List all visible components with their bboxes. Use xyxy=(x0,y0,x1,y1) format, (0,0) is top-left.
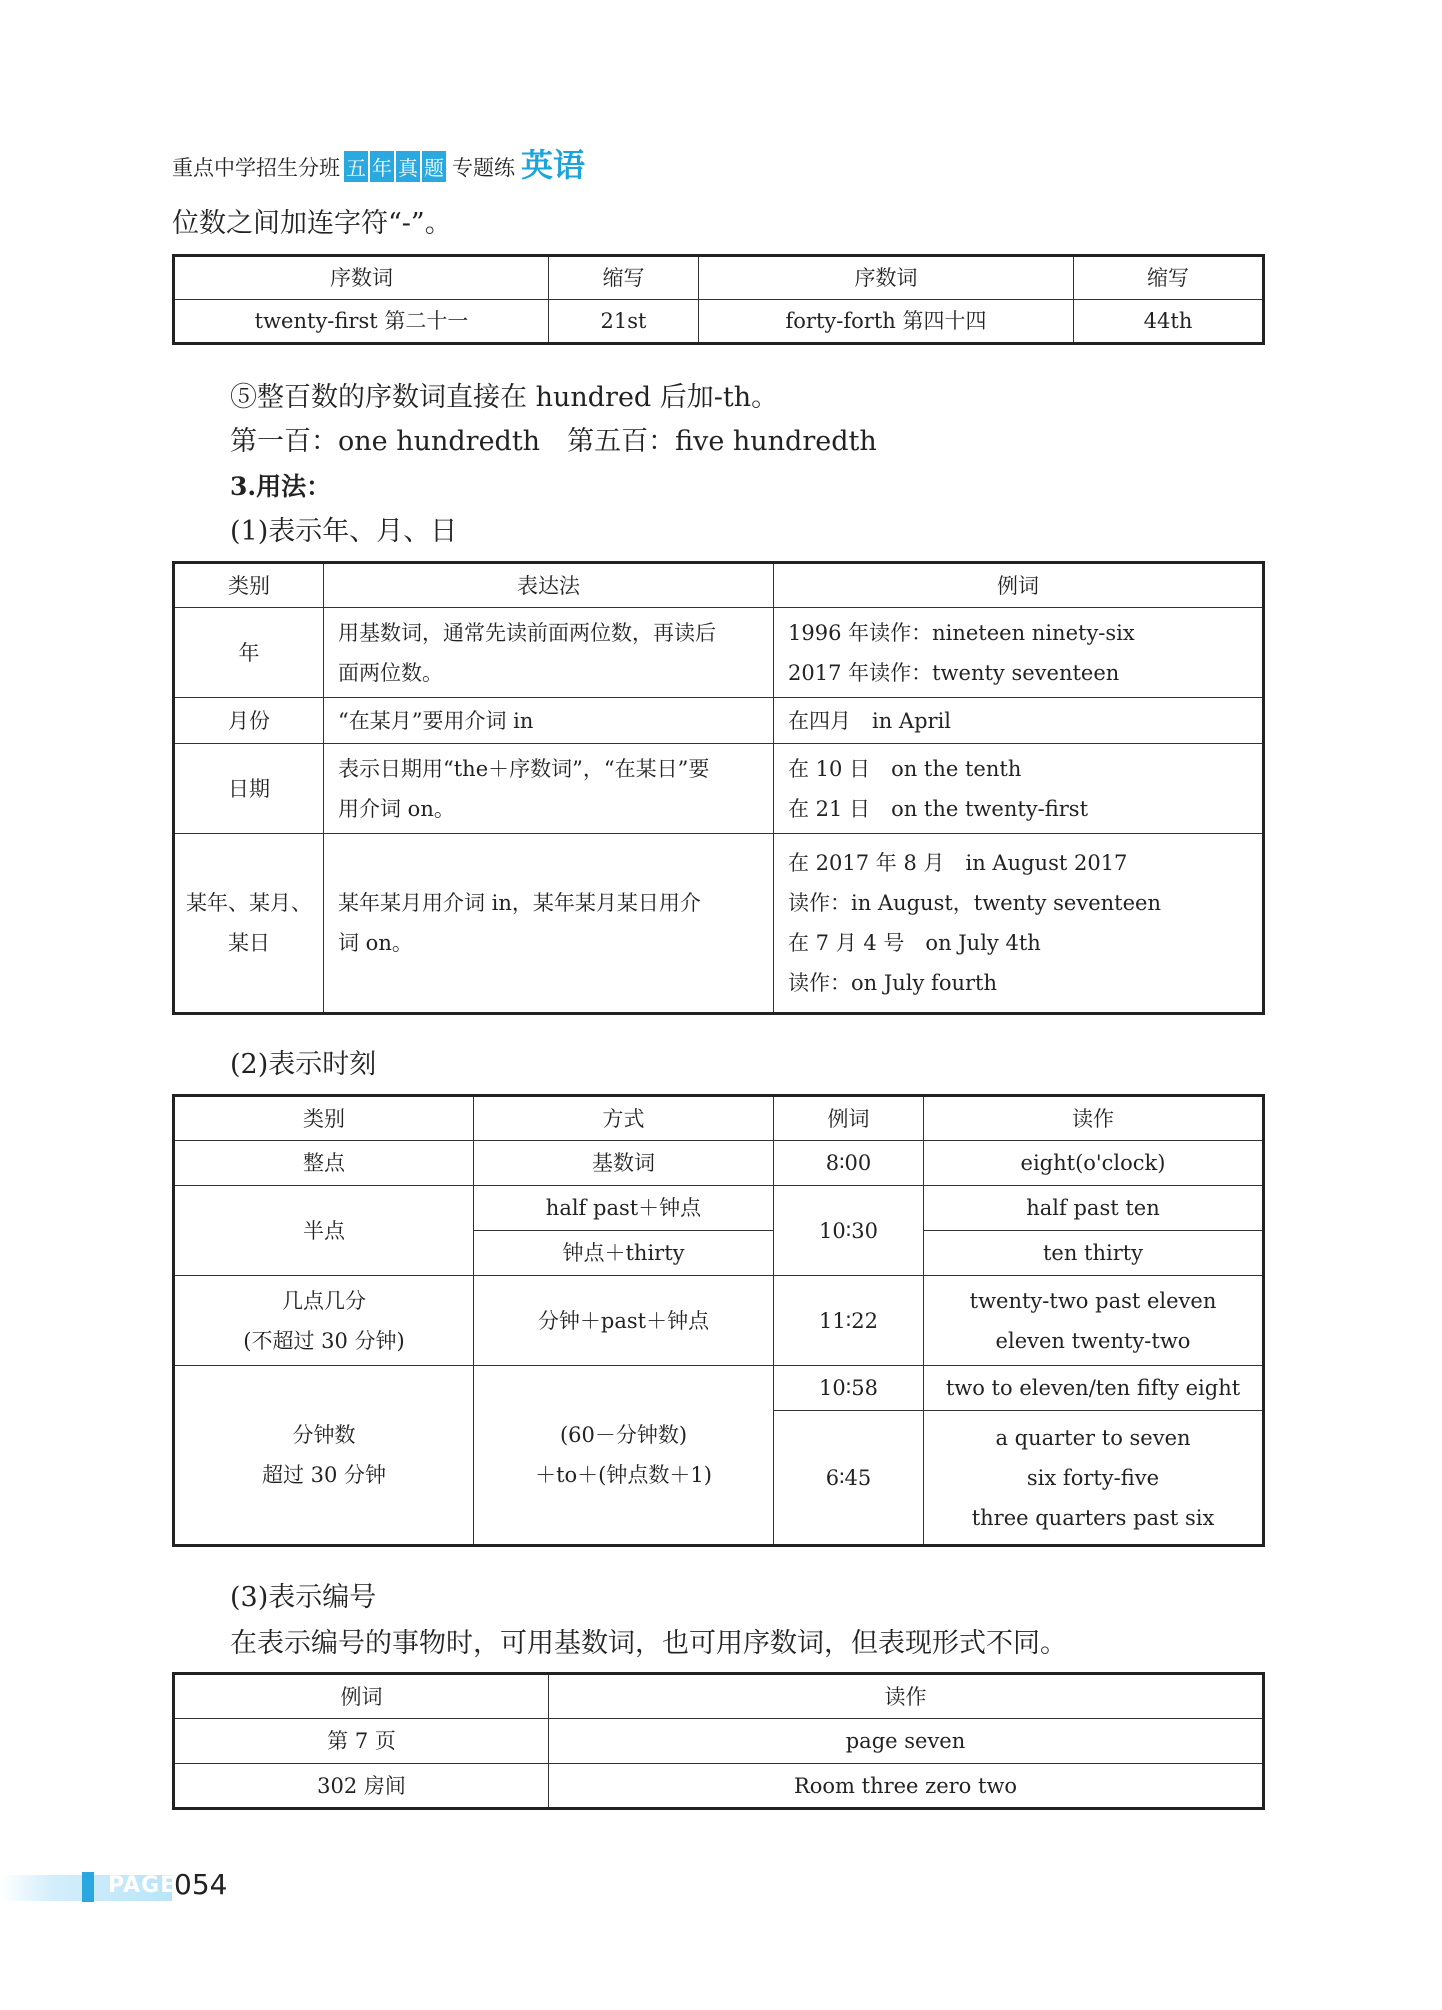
table-cell: page seven xyxy=(549,1719,1264,1764)
cell-line: six forty-five xyxy=(1026,1465,1160,1490)
table-cell: 半点 xyxy=(174,1186,474,1276)
cell-line: 读作：in August，twenty seventeen xyxy=(788,891,1161,915)
table-cell: 6∶45 xyxy=(774,1411,924,1546)
table-cell: 21st xyxy=(549,300,699,344)
cell-line: 在 10 日 on the tenth xyxy=(788,756,1022,781)
examples-5: 第一百：one hundredth 第五百：five hundredth xyxy=(230,426,877,457)
cell-line: 某年某月用介词 in，某年某月某日用介 xyxy=(338,891,701,915)
table-cell: 年 xyxy=(174,608,324,698)
header-subject: 英语 xyxy=(521,146,586,184)
table-cell: 月份 xyxy=(174,698,324,744)
table-header: 缩写 xyxy=(1074,256,1264,300)
table-cell: 8∶00 xyxy=(774,1141,924,1186)
table-cell xyxy=(324,834,774,1014)
table-cell: 日期 xyxy=(174,744,324,834)
table-header: 序数词 xyxy=(699,256,1074,300)
table-row xyxy=(174,1186,1264,1231)
footer-marker xyxy=(82,1872,94,1902)
table-cell xyxy=(924,1411,1264,1546)
header-hl-char: 年 xyxy=(370,151,394,182)
cell-line: 在 7 月 4 号 on July 4th xyxy=(788,931,1041,955)
table-cell xyxy=(924,1276,1264,1366)
table-header: 读作 xyxy=(924,1096,1264,1141)
running-header xyxy=(172,142,585,182)
section-3-desc: 在表示编号的事物时，可用基数词，也可用序数词，但表现形式不同。 xyxy=(230,1628,1067,1659)
header-hl-char: 真 xyxy=(396,151,420,182)
date-table xyxy=(172,561,1265,1015)
table-cell: eight(o'clock) xyxy=(924,1141,1264,1186)
table-row xyxy=(174,1719,1264,1764)
cell-line: 超过 30 分钟 xyxy=(261,1463,387,1487)
cell-line: a quarter to seven xyxy=(995,1425,1191,1450)
table-cell: 基数词 xyxy=(474,1141,774,1186)
table-cell: 10∶58 xyxy=(774,1366,924,1411)
table-cell xyxy=(474,1366,774,1546)
table-cell xyxy=(174,834,324,1014)
table-cell: 第 7 页 xyxy=(174,1719,549,1764)
cell-line: ＋to＋(钟点数＋1) xyxy=(535,1463,712,1487)
cell-line: 几点几分 xyxy=(282,1288,366,1313)
page-number: 054 xyxy=(174,1868,228,1901)
header-hl-char: 题 xyxy=(422,151,446,182)
time-table xyxy=(172,1094,1265,1547)
table-cell: half past＋钟点 xyxy=(474,1186,774,1231)
table-cell xyxy=(174,1276,474,1366)
cell-line: 在 21 日 on the twenty-first xyxy=(788,796,1089,821)
cell-line: 用介词 on。 xyxy=(338,796,455,821)
section-3-heading: (3)表示编号 xyxy=(230,1582,377,1613)
rule-5: ⑤整百数的序数词直接在 hundred 后加-th。 xyxy=(230,382,779,413)
table-cell: 整点 xyxy=(174,1141,474,1186)
table-cell: half past ten xyxy=(924,1186,1264,1231)
section-1-heading: (1)表示年、月、日 xyxy=(230,516,458,547)
table-header: 缩写 xyxy=(549,256,699,300)
cell-line: 2017 年读作：twenty seventeen xyxy=(788,660,1120,685)
header-hl-char: 五 xyxy=(344,151,368,182)
section-2-heading: (2)表示时刻 xyxy=(230,1049,377,1080)
table-cell xyxy=(324,744,774,834)
numbering-table xyxy=(172,1672,1265,1810)
table-header: 表达法 xyxy=(324,563,774,608)
cell-line: 用基数词，通常先读前面两位数，再读后 xyxy=(338,620,716,645)
cell-line: 在 2017 年 8 月 in August 2017 xyxy=(788,851,1128,875)
table-header: 类别 xyxy=(174,1096,474,1141)
cell-line: 词 on。 xyxy=(338,931,413,955)
footer-page-label: PAGE xyxy=(108,1873,177,1898)
table-row xyxy=(174,1141,1264,1186)
cell-line: 表示日期用“the＋序数词”，“在某日”要 xyxy=(338,756,710,781)
table-cell: 44th xyxy=(1074,300,1264,344)
table-header: 读作 xyxy=(549,1674,1264,1719)
cell-line: 读作：on July fourth xyxy=(788,971,997,995)
cell-line: (60－分钟数) xyxy=(559,1423,688,1447)
header-highlight xyxy=(344,151,448,182)
table-cell: “在某月”要用介词 in xyxy=(324,698,774,744)
ordinal-table xyxy=(172,254,1265,345)
header-prefix: 重点中学招生分班 xyxy=(172,156,340,180)
cell-line: 分钟数 xyxy=(292,1423,356,1447)
table-cell xyxy=(774,744,1264,834)
cell-line: 某日 xyxy=(228,931,270,955)
table-row xyxy=(174,1366,1264,1411)
table-cell: ten thirty xyxy=(924,1231,1264,1276)
table-cell: 11∶22 xyxy=(774,1276,924,1366)
table-cell: 钟点＋thirty xyxy=(474,1231,774,1276)
cell-line: 面两位数。 xyxy=(338,660,443,685)
table-header: 例词 xyxy=(174,1674,549,1719)
table-cell: 在四月 in April xyxy=(774,698,1264,744)
table-cell xyxy=(774,608,1264,698)
table-header: 例词 xyxy=(774,563,1264,608)
header-suffix: 专题练 xyxy=(452,156,515,180)
table-cell xyxy=(774,834,1264,1014)
cell-line: eleven twenty-two xyxy=(995,1328,1191,1353)
table-header: 例词 xyxy=(774,1096,924,1141)
table-cell: forty-forth 第四十四 xyxy=(699,300,1074,344)
table-cell: two to eleven/ten fifty eight xyxy=(924,1366,1264,1411)
table-cell: 302 房间 xyxy=(174,1764,549,1809)
cell-line: (不超过 30 分钟) xyxy=(243,1328,405,1353)
table-header: 类别 xyxy=(174,563,324,608)
table-cell: 分钟＋past＋钟点 xyxy=(474,1276,774,1366)
cell-line: twenty-two past eleven xyxy=(969,1288,1217,1313)
table-row xyxy=(174,698,1264,744)
cell-line: three quarters past six xyxy=(971,1505,1215,1530)
table-cell: 10∶30 xyxy=(774,1186,924,1276)
cell-line: 某年、某月、 xyxy=(186,891,312,915)
table-row xyxy=(174,834,1264,1014)
table-header: 方式 xyxy=(474,1096,774,1141)
table-row xyxy=(174,608,1264,698)
table-cell xyxy=(324,608,774,698)
table-cell xyxy=(174,1366,474,1546)
usage-heading: 3.用法： xyxy=(230,472,332,501)
table-row xyxy=(174,1764,1264,1809)
cell-line: 1996 年读作：nineteen ninety-six xyxy=(788,620,1135,645)
table-header: 序数词 xyxy=(174,256,549,300)
table-cell: Room three zero two xyxy=(549,1764,1264,1809)
continued-text: 位数之间加连字符“-”。 xyxy=(172,208,452,239)
table-row xyxy=(174,1276,1264,1366)
table-cell: twenty-first 第二十一 xyxy=(174,300,549,344)
table-row xyxy=(174,744,1264,834)
